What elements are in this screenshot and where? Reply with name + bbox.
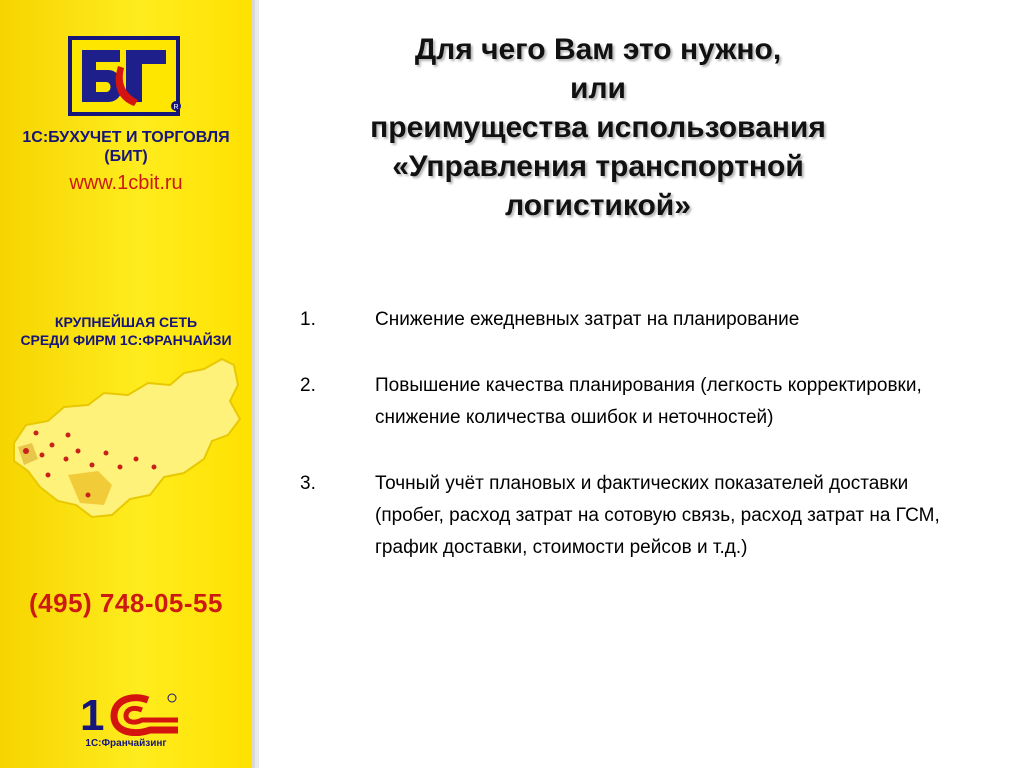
1c-logo bbox=[80, 690, 184, 736]
bit-logo bbox=[68, 36, 184, 116]
list-item bbox=[300, 304, 980, 336]
company-name bbox=[0, 128, 252, 166]
network-slogan bbox=[0, 313, 252, 349]
title-line-2: или bbox=[570, 72, 626, 105]
title-line-5: логистикой» bbox=[505, 189, 691, 222]
network-line2: СРЕДИ ФИРМ 1С:ФРАНЧАЙЗИ bbox=[20, 332, 232, 348]
network-line1: КРУПНЕЙШАЯ СЕТЬ bbox=[54, 314, 198, 330]
item-text: Снижение ежедневных затрат на планирование bbox=[375, 309, 800, 330]
item-number: 2. bbox=[300, 375, 316, 396]
item-text: Повышение качества планирования (легкость корректировки, снижение количества ошибок и неточностей) bbox=[375, 375, 922, 428]
company-name-line1: 1С:БУХУЧЕТ И ТОРГОВЛЯ bbox=[22, 129, 230, 146]
item-number: 1. bbox=[300, 309, 316, 330]
title-line-1: Для чего Вам это нужно, bbox=[414, 33, 782, 66]
list-item bbox=[300, 468, 980, 564]
benefits-list bbox=[300, 304, 980, 598]
phone-number: (495) 748-05-55 bbox=[29, 588, 223, 618]
title-line-3: преимущества использования bbox=[370, 111, 826, 144]
slide-title bbox=[262, 30, 934, 225]
sidebar-banner bbox=[0, 0, 255, 768]
list-item bbox=[300, 370, 980, 434]
item-number: 3. bbox=[300, 473, 316, 494]
franchise-caption: 1С:Франчайзинг bbox=[85, 738, 167, 749]
company-name-line2: (БИТ) bbox=[104, 148, 148, 165]
title-line-4: «Управления транспортной bbox=[392, 150, 804, 183]
company-url[interactable]: www.1cbit.ru bbox=[69, 172, 183, 194]
item-text: Точный учёт плановых и фактических показателей доставки (пробег, расход затрат на сотовую связь, расход затрат на ГСМ, график доставки, стоимости рейсов и т.д.) bbox=[375, 473, 940, 558]
russia-map bbox=[8, 355, 244, 530]
svg-text:1: 1 bbox=[80, 691, 105, 736]
svg-text:R: R bbox=[173, 104, 179, 111]
